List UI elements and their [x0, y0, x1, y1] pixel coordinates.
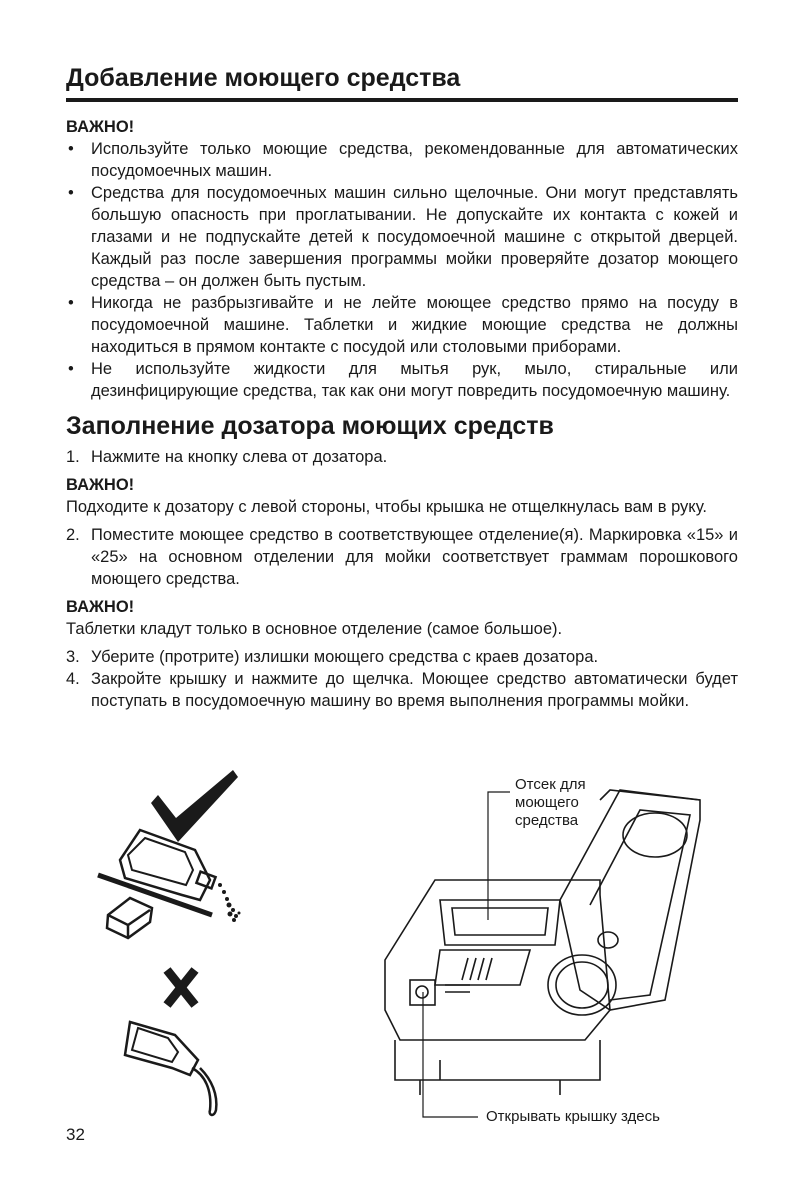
- powder-icon: [218, 883, 241, 922]
- step-text: Закройте крышку и нажмите до щелчка. Моющее средство автоматически будет поступать в посудомоечную машину во время выполнения программы мойки.: [91, 670, 738, 710]
- compartment-label-line: Отсек для: [515, 776, 586, 793]
- liquid-bottle-icon: [125, 1022, 216, 1115]
- list-item-text: Используйте только моющие средства, рекомендованные для автоматических посудомоечных машин.: [91, 140, 738, 180]
- steps-list-3: [66, 646, 738, 712]
- tablet-icon: [107, 898, 152, 938]
- list-item: [66, 138, 738, 182]
- steps-list-1: [66, 446, 738, 468]
- important-text: Подходите к дозатору с левой стороны, чтобы крышка не отщелкнулась вам в руку.: [66, 498, 707, 516]
- important-text: Таблетки кладут только в основное отделение (самое большое).: [66, 620, 563, 638]
- list-item: [66, 182, 738, 292]
- compartment-label-line: моющего: [515, 794, 579, 811]
- list-item-text: Средства для посудомоечных машин сильно щелочные. Они могут представлять большую опасность при проглатывании. Не допускайте их контакта с кожей и глазами и не подпускайте детей к посудомоечной машине с открытой дверцей. Каждый раз после завершения программы мойки проверяйте дозатор моющего средства – он должен быть пустым.: [91, 184, 738, 290]
- step-item: [66, 524, 738, 590]
- step-number: 3.: [66, 648, 80, 666]
- step-item: [66, 668, 738, 712]
- step-number: 4.: [66, 670, 80, 688]
- compartment-label-line: средства: [515, 812, 579, 829]
- step-number: 1.: [66, 448, 80, 466]
- detergent-bottle-icon: [120, 830, 216, 900]
- dispenser-illustration: [385, 790, 700, 1095]
- divider-line-icon: [98, 875, 212, 915]
- section-title-filling-dispenser: Заполнение дозатора моющих средств: [66, 412, 554, 440]
- leader-lines: [423, 792, 510, 1117]
- step-text: Нажмите на кнопку слева от дозатора.: [91, 448, 388, 466]
- important-label: ВАЖНО!: [66, 476, 135, 494]
- list-item-text: Не используйте жидкости для мытья рук, мыло, стиральные или дезинфицирующие средства, так как они могут повредить посудомоечную машину.: [91, 360, 738, 400]
- bullet-icon: •: [68, 360, 74, 378]
- checkmark-icon: [151, 770, 238, 842]
- step-item: [66, 446, 738, 468]
- bullet-icon: •: [68, 184, 74, 202]
- cross-icon: [167, 970, 195, 1005]
- step-number: 2.: [66, 526, 80, 544]
- important-label: ВАЖНО!: [66, 598, 135, 616]
- section-title-adding-detergent: Добавление моющего средства: [66, 64, 461, 92]
- step-item: [66, 646, 738, 668]
- compartment-label: [515, 776, 586, 830]
- page-number: 32: [66, 1125, 85, 1144]
- step-text: Уберите (протрите) излишки моющего средства с краев дозатора.: [91, 648, 599, 666]
- title-rule: [66, 98, 738, 102]
- list-item-text: Никогда не разбрызгивайте и не лейте моющее средство прямо на посуду в посудомоечной машине. Таблетки и жидкие моющие средства не должны находиться в прямом контакте с посудой или столовыми приборами.: [91, 294, 738, 356]
- bullet-icon: •: [68, 140, 74, 158]
- list-item: [66, 358, 738, 402]
- list-item: [66, 292, 738, 358]
- important-label: ВАЖНО!: [66, 118, 135, 136]
- steps-list-2: [66, 524, 738, 590]
- page-content: [66, 62, 738, 712]
- bullet-icon: •: [68, 294, 74, 312]
- warning-list: [66, 138, 738, 402]
- open-lid-label: Открывать крышку здесь: [486, 1108, 660, 1125]
- step-text: Поместите моющее средство в соответствующее отделение(я). Маркировка «15» и «25» на основном отделении для мойки соответствует граммам порошкового моющего средства.: [91, 526, 738, 588]
